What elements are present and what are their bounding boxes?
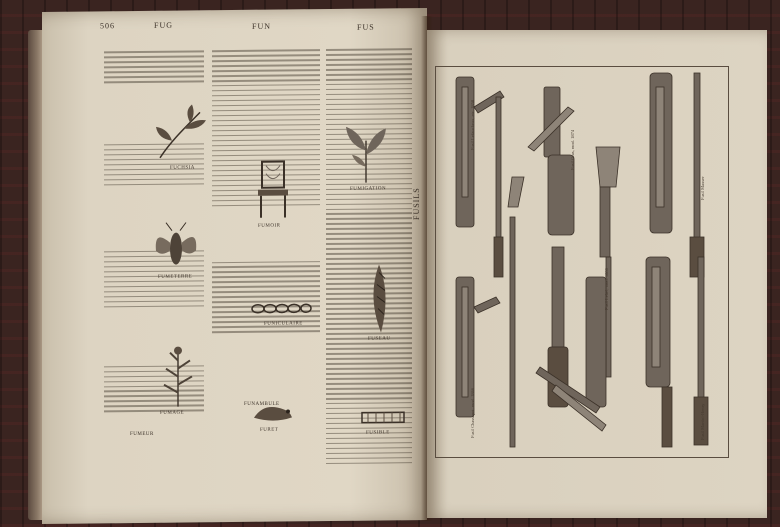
caption-funiculaire: FUNICULAIRE: [264, 321, 303, 327]
insect-illustration: [152, 220, 200, 273]
caption-fusible: FUSIBLE: [366, 430, 390, 436]
fuse-illustration: [360, 406, 406, 428]
caption-fumoir: FUMOIR: [258, 223, 281, 229]
rifle-caption-3: Fusil Gras, mod. 1874: [570, 129, 575, 170]
caption-furet: FURET: [260, 427, 279, 433]
rifles-plate-drawing: [436, 67, 728, 457]
caption-fumeterre: FUMETERRE: [158, 274, 193, 280]
running-head-1: FUG: [154, 20, 174, 30]
ferret-illustration: [250, 395, 294, 425]
plant-illustration: [150, 102, 214, 165]
rifle-caption-6: Fusil Martini-Henry: [700, 403, 705, 440]
left-page: [42, 8, 427, 524]
running-head-2: FUN: [252, 21, 272, 31]
caption-fuchsia: FUCHSIA: [170, 165, 195, 171]
caption-fumigation: FUMIGATION: [350, 186, 387, 192]
text-column-3: [326, 48, 412, 468]
chain-illustration: [250, 297, 312, 320]
rifle-caption-1: Fusil Lefaucheux, etc. 1858: [470, 99, 475, 150]
running-head-3: FUS: [357, 22, 375, 32]
rifle-caption-2: Fusil Chassepot, mod. 1866: [470, 387, 475, 438]
rifle-caption-4: Fusil Lebel, mod. 1886: [604, 268, 609, 310]
plate-frame: [435, 66, 729, 458]
plate-title: FUSILS: [412, 187, 421, 220]
caption-fumage: FUMAGE: [160, 410, 185, 416]
spindle-illustration: [364, 262, 394, 334]
flower-illustration: [342, 120, 390, 185]
herb-illustration: [156, 342, 200, 408]
chair-illustration: [252, 157, 294, 221]
caption-fumeur: FUMEUR: [130, 432, 154, 437]
rifle-caption-5: Fusil Mauser: [700, 176, 705, 200]
caption-fuseau: FUSEAU: [368, 336, 391, 342]
page-number: 506: [100, 21, 115, 31]
caption-funambule: FUNAMBULE: [244, 402, 280, 407]
